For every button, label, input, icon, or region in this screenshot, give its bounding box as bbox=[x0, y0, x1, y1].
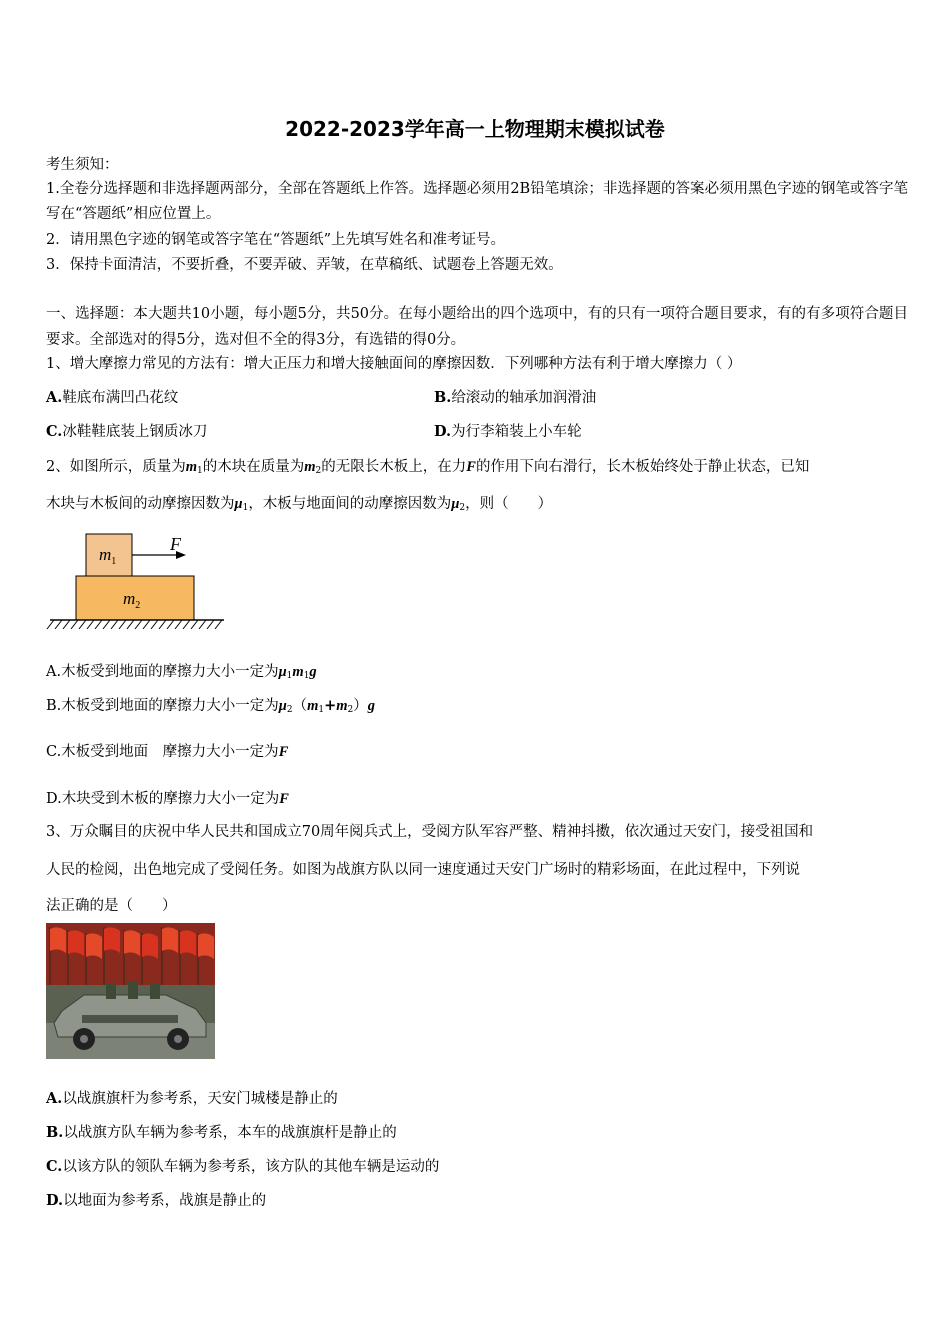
hatch-line bbox=[103, 620, 110, 629]
hatch-line bbox=[119, 620, 126, 629]
notice-heading: 考生须知： bbox=[46, 157, 119, 173]
subscript: 1 bbox=[303, 671, 310, 681]
stem-text: 的无限长木板上，在力 bbox=[321, 459, 467, 475]
option-text: 为行李箱装上小车轮 bbox=[451, 424, 582, 440]
q3-option-c bbox=[46, 1155, 439, 1176]
mu-symbol: μ bbox=[278, 664, 287, 680]
subscript: 2 bbox=[315, 466, 322, 476]
hatch-line bbox=[191, 620, 198, 629]
option-text: 以地面为参考系，战旗是静止的 bbox=[63, 1193, 267, 1209]
stem-text: ，木板与地面间的动摩擦因数为 bbox=[248, 496, 452, 512]
hatch-line bbox=[55, 620, 62, 629]
option-text: 鞋底布满凹凸花纹 bbox=[62, 390, 179, 406]
subscript: 1 bbox=[318, 705, 325, 715]
mu-symbol: μ bbox=[234, 496, 243, 512]
flag bbox=[86, 933, 102, 959]
plus-sign: + bbox=[324, 697, 337, 714]
option-text: A.木板受到地面的摩擦力大小一定为 bbox=[46, 664, 279, 680]
hatch-line bbox=[151, 620, 158, 629]
option-text: 以该方队的领队车辆为参考系，该方队的其他车辆是运动的 bbox=[62, 1159, 440, 1175]
question-3-stem-line1: 3、万众瞩目的庆祝中华人民共和国成立70周年阅兵式上，受阅方队军容严整、精神抖擞，依次通过天安门，接受祖国和 bbox=[46, 824, 814, 840]
option-letter: A. bbox=[46, 1090, 63, 1107]
option-text: D.木块受到木板的摩擦力大小一定为 bbox=[46, 791, 280, 807]
subscript: 2 bbox=[459, 503, 466, 513]
g-symbol: g bbox=[367, 698, 376, 714]
q2-option-b bbox=[46, 694, 375, 715]
stem-text: 的木块在质量为 bbox=[202, 459, 305, 475]
mass-symbol: m bbox=[307, 698, 319, 714]
mu-symbol: μ bbox=[278, 698, 287, 714]
notice-item-3: 3．保持卡面清洁，不要折叠，不要弄破、弄皱，在草稿纸、试题卷上答题无效。 bbox=[46, 257, 563, 273]
option-letter: A. bbox=[46, 389, 63, 406]
force-label: F bbox=[170, 534, 181, 554]
flag bbox=[180, 930, 196, 956]
ground-hatching bbox=[47, 620, 222, 629]
question-2-stem-line1 bbox=[46, 455, 809, 476]
force-symbol: F bbox=[279, 791, 289, 807]
hatch-line bbox=[143, 620, 150, 629]
hatch-line bbox=[135, 620, 142, 629]
block-m2-label: $m_2$ bbox=[123, 589, 141, 611]
hatch-line bbox=[71, 620, 78, 629]
mass-symbol: m bbox=[292, 664, 304, 680]
q3-option-d bbox=[46, 1189, 266, 1210]
q2-option-c bbox=[46, 740, 288, 761]
stem-text: 的作用下向右滑行，长木板始终处于静止状态，已知 bbox=[475, 459, 810, 475]
hatch-line bbox=[79, 620, 86, 629]
section-heading: 一、选择题：本大题共10小题，每小题5分，共50分。在每小题给出的四个选项中，有的只有一项符合题目要求，有的有多项符合题目要求。全部选对的得5分，选对但不全的得3分，有选错的得0分。 bbox=[46, 306, 908, 348]
paren: ） bbox=[353, 698, 368, 714]
hatch-line bbox=[167, 620, 174, 629]
option-text: 给滚动的轴承加润滑油 bbox=[451, 390, 597, 406]
flag bbox=[198, 933, 214, 959]
question-1-stem: 1、增大摩擦力常见的方法有：增大正压力和增大接触面间的摩擦因数．下列哪种方法有利于增大摩擦力（ ） bbox=[46, 356, 742, 372]
hatch-line bbox=[47, 620, 54, 629]
hatch-line bbox=[111, 620, 118, 629]
q3-option-b bbox=[46, 1121, 397, 1142]
q3-option-a bbox=[46, 1087, 338, 1108]
option-letter: C. bbox=[46, 1158, 63, 1175]
mass-symbol: m bbox=[304, 459, 316, 475]
question-2-stem-line2 bbox=[46, 492, 552, 513]
flag bbox=[162, 927, 178, 953]
stem-text: 2、如图所示，质量为 bbox=[46, 459, 186, 475]
option-text: 冰鞋鞋底装上钢质冰刀 bbox=[62, 424, 208, 440]
option-text: B.木板受到地面的摩擦力大小一定为 bbox=[46, 698, 279, 714]
page-title: 2022-2023学年高一上物理期末模拟试卷 bbox=[285, 117, 665, 141]
option-letter: D. bbox=[46, 1192, 64, 1209]
mu-symbol: μ bbox=[451, 496, 460, 512]
block-diagram bbox=[46, 528, 230, 634]
hatch-line bbox=[95, 620, 102, 629]
mass-symbol: m bbox=[336, 698, 348, 714]
hatch-line bbox=[127, 620, 134, 629]
q2-option-d bbox=[46, 787, 289, 808]
block-m1-label: $m_1$ bbox=[99, 545, 117, 567]
option-letter: D. bbox=[434, 423, 452, 440]
subscript: 2 bbox=[347, 705, 354, 715]
option-text: C.木板受到地面 摩擦力大小一定为 bbox=[46, 744, 279, 760]
subscript: 2 bbox=[286, 705, 293, 715]
option-letter: B. bbox=[46, 1124, 64, 1141]
paren: （ bbox=[292, 698, 308, 714]
q1-option-b bbox=[434, 386, 596, 407]
hatch-line bbox=[87, 620, 94, 629]
option-text: 以战旗旗杆为参考系，天安门城楼是静止的 bbox=[62, 1091, 338, 1107]
hatch-line bbox=[199, 620, 206, 629]
mass-symbol: m bbox=[185, 459, 198, 475]
subscript: 1 bbox=[197, 466, 203, 476]
hatch-line bbox=[215, 620, 222, 629]
force-symbol: F bbox=[278, 744, 289, 760]
q1-option-a bbox=[46, 386, 178, 407]
q2-option-a bbox=[46, 660, 317, 681]
option-letter: B. bbox=[434, 389, 452, 406]
hatch-line bbox=[207, 620, 214, 629]
notice-item-2: 2．请用黑色字迹的钢笔或答字笔在“答题纸”上先填写姓名和准考证号。 bbox=[46, 232, 506, 248]
stem-text: ，则（ ） bbox=[465, 496, 553, 512]
subscript: 1 bbox=[286, 671, 293, 681]
question-3-stem-line3: 法正确的是（ ） bbox=[46, 898, 177, 914]
option-letter: C. bbox=[46, 423, 63, 440]
flag bbox=[50, 927, 66, 953]
option-text: 以战旗方队车辆为参考系，本车的战旗旗杆是静止的 bbox=[63, 1125, 397, 1141]
question-3-stem-line2: 人民的检阅，出色地完成了受阅任务。如图为战旗方队以同一速度通过天安门广场时的精彩场面，在此过程中，下列说 bbox=[46, 862, 800, 878]
g-symbol: g bbox=[309, 664, 317, 680]
subscript: 1 bbox=[242, 503, 249, 513]
stem-text: 木块与木板间的动摩擦因数为 bbox=[46, 496, 235, 512]
hatch-line bbox=[159, 620, 166, 629]
q1-option-c bbox=[46, 420, 207, 441]
flag bbox=[68, 930, 84, 956]
parade-photo bbox=[46, 923, 215, 1059]
hatch-line bbox=[63, 620, 70, 629]
notice-item-1: 1.全卷分选择题和非选择题两部分，全部在答题纸上作答。选择题必须用2B铅笔填涂；非选择题的答案必须用黑色字迹的钢笔或答字笔写在“答题纸”相应位置上。 bbox=[46, 181, 908, 222]
flag bbox=[142, 933, 158, 959]
q1-option-d bbox=[434, 420, 582, 441]
flag bbox=[104, 927, 120, 953]
hatch-line bbox=[183, 620, 190, 629]
flag bbox=[124, 930, 140, 956]
force-symbol: F bbox=[466, 459, 476, 475]
hatch-line bbox=[175, 620, 182, 629]
